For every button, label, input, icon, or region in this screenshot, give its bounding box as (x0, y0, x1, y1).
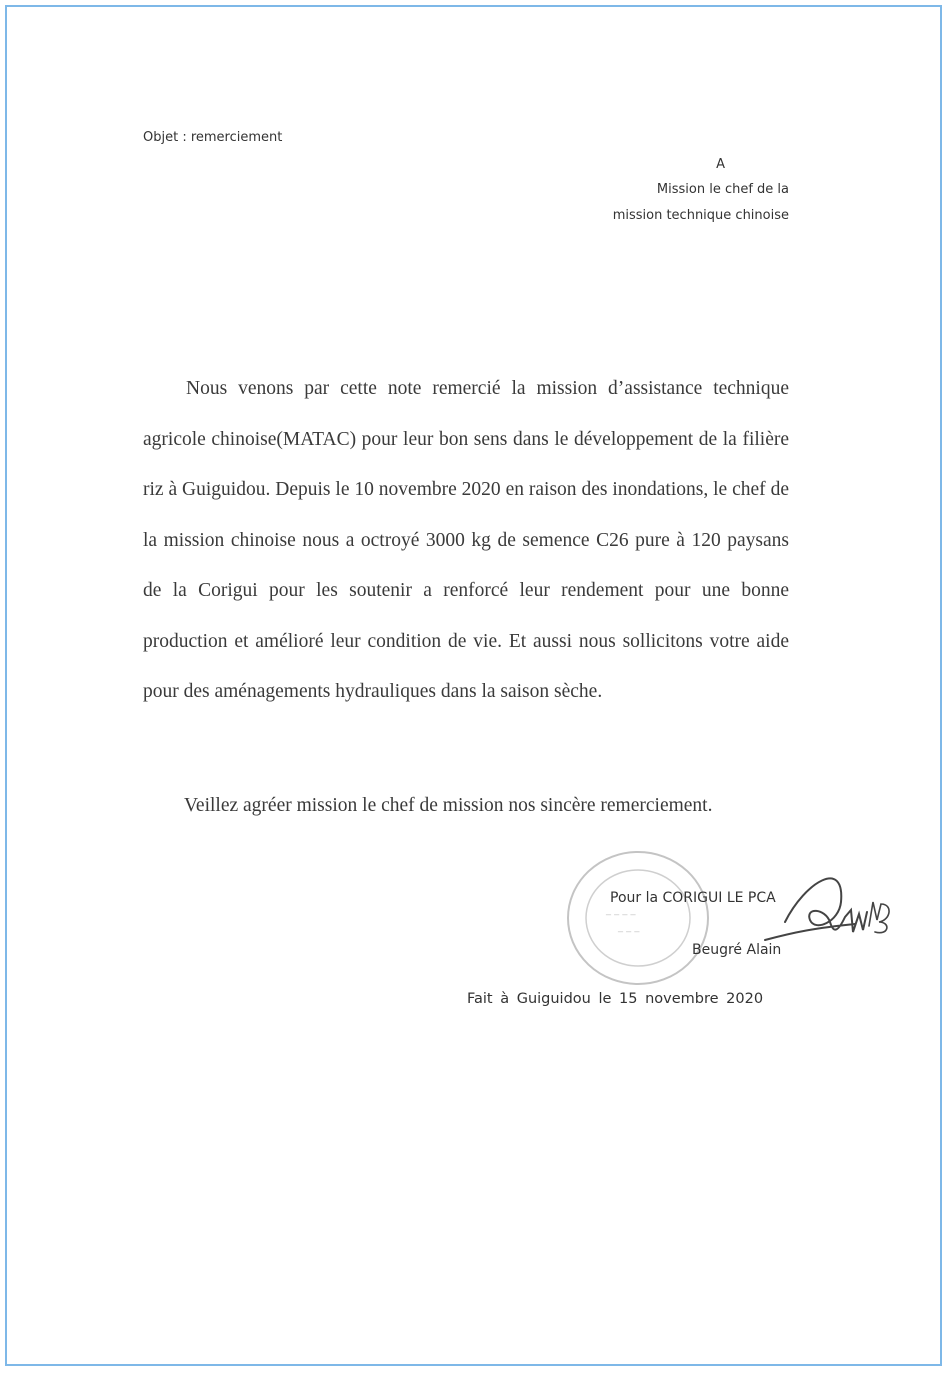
letter-subject: Objet : remerciement (143, 130, 283, 145)
svg-text:_ _ _: _ _ _ (618, 922, 640, 933)
official-stamp (560, 845, 720, 995)
svg-text:_ _ _ _: _ _ _ _ (606, 905, 636, 916)
signatory-title: Pour la CORIGUI LE PCA (610, 890, 776, 906)
place-and-date: Fait à Guiguidou le 15 novembre 2020 (467, 991, 764, 1007)
recipient-prefix: A (716, 157, 725, 172)
body-paragraph: Nous venons par cette note remercié la mission d’assistance technique agricole chinoise(MATAC) pour leur bon sens dans le développement de la filière riz à Guiguidou. Depuis le 10 novembre 2020 en raison des inondations, le chef de la mission chinoise nous a octroyé 3000 kg de semence C26 pure à 120 paysans de la Corigui pour les soutenir a renforcé leur rendement pour une bonne production et amélioré leur condition de vie. Et aussi nous sollicitons votre aide pour des aménagements hydrauliques dans la saison sèche. (143, 378, 789, 702)
recipient-line-1: Mission le chef de la (656, 182, 789, 197)
signatory-name: Beugré Alain (692, 942, 782, 958)
recipient-line-2: mission technique chinoise (612, 208, 789, 223)
closing-formula: Veillez agréer mission le chef de mission nos sincère remerciement. (184, 795, 713, 816)
letter-body (143, 364, 789, 718)
